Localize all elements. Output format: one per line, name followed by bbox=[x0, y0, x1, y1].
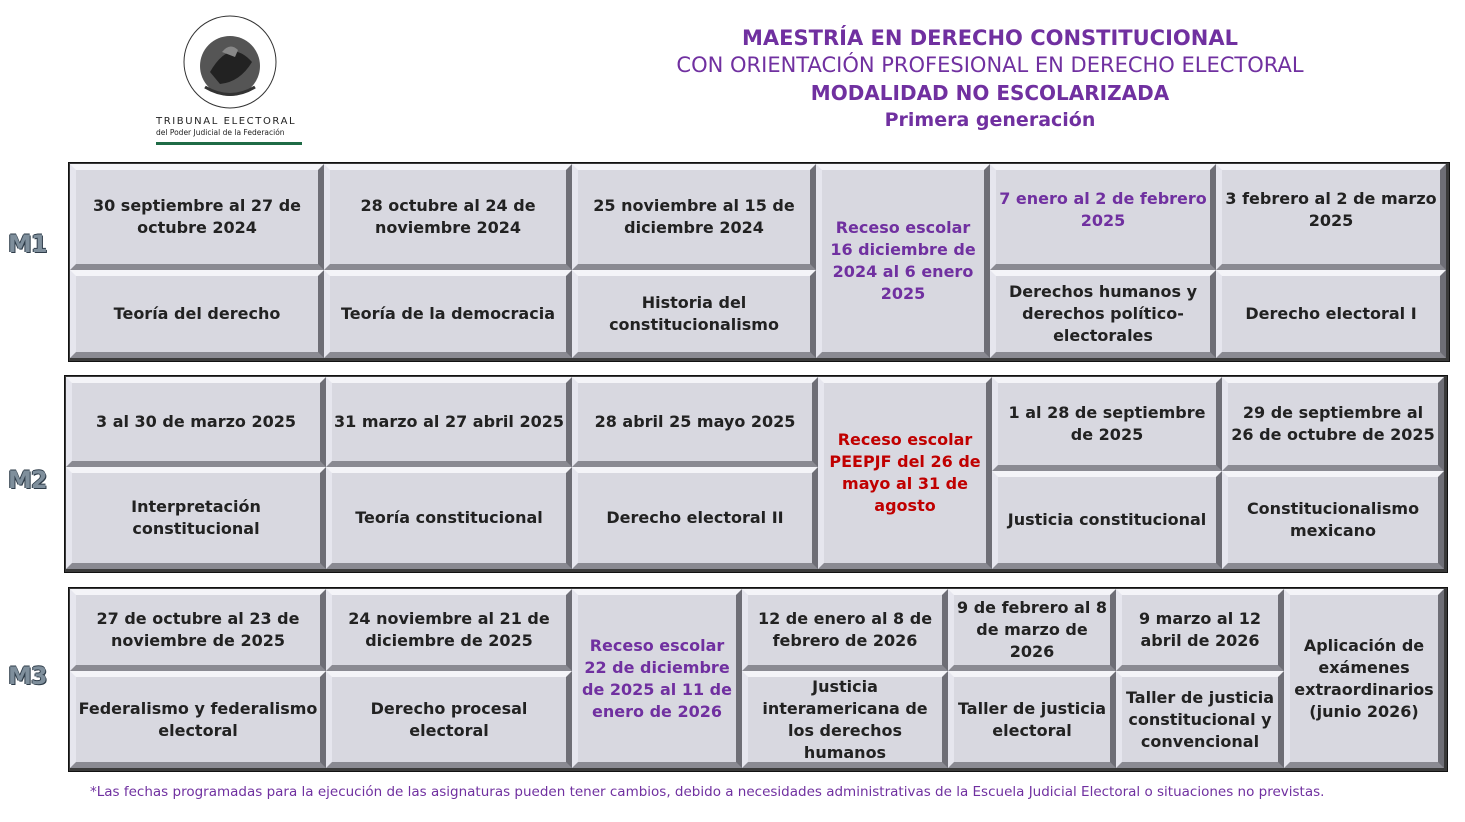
module-label-m3: M3 bbox=[8, 662, 47, 690]
m3-subject-2: Derecho procesal electoral bbox=[326, 671, 572, 768]
m3-exams: Aplicación de exámenes extraordinarios (junio 2026) bbox=[1284, 589, 1444, 768]
footnote: *Las fechas programadas para la ejecución de las asignaturas pueden tener cambios, debido a necesidades administrativas de la Escuela Judicial Electoral o situaciones no previstas. bbox=[90, 784, 1325, 800]
m2-subject-3: Derecho electoral II bbox=[572, 467, 818, 569]
m1-dates-2: 28 octubre al 24 de noviembre 2024 bbox=[324, 164, 572, 270]
logo-underline bbox=[156, 142, 302, 145]
m3-dates-5: 9 de febrero al 8 de marzo de 2026 bbox=[948, 589, 1116, 671]
m1-subject-3: Historia del constitucionalismo bbox=[572, 270, 816, 358]
m2-dates-3: 28 abril 25 mayo 2025 bbox=[572, 377, 818, 467]
logo-subtitle: del Poder Judicial de la Federación bbox=[156, 128, 285, 137]
m1-dates-3: 25 noviembre al 15 de diciembre 2024 bbox=[572, 164, 816, 270]
m2-dates-6: 29 de septiembre al 26 de octubre de 2025 bbox=[1222, 377, 1444, 471]
program-modality: MODALIDAD NO ESCOLARIZADA bbox=[810, 81, 1170, 105]
tribunal-logo bbox=[150, 12, 310, 147]
m1-dates-6: 3 febrero al 2 de marzo 2025 bbox=[1216, 164, 1446, 270]
module-label-m1: M1 bbox=[8, 230, 47, 258]
m1-dates-5: 7 enero al 2 de febrero 2025 bbox=[990, 164, 1216, 270]
program-subtitle: CON ORIENTACIÓN PROFESIONAL EN DERECHO ELECTORAL bbox=[676, 53, 1304, 77]
m2-subject-2: Teoría constitucional bbox=[326, 467, 572, 569]
m2-subject-6: Constitucionalismo mexicano bbox=[1222, 471, 1444, 569]
program-header bbox=[640, 24, 1340, 134]
m3-recess: Receso escolar 22 de diciembre de 2025 al 11 de enero de 2026 bbox=[572, 589, 742, 768]
m1-dates-1: 30 septiembre al 27 de octubre 2024 bbox=[70, 164, 324, 270]
program-title: MAESTRÍA EN DERECHO CONSTITUCIONAL bbox=[742, 26, 1238, 50]
m1-subject-1: Teoría del derecho bbox=[70, 270, 324, 358]
m3-subject-4: Justicia interamericana de los derechos humanos bbox=[742, 671, 948, 768]
m3-subject-5: Taller de justicia electoral bbox=[948, 671, 1116, 768]
m1-subject-5: Derechos humanos y derechos político-electorales bbox=[990, 270, 1216, 358]
m2-subject-5: Justicia constitucional bbox=[992, 471, 1222, 569]
m1-subject-2: Teoría de la democracia bbox=[324, 270, 572, 358]
m3-subject-6: Taller de justicia constitucional y convencional bbox=[1116, 671, 1284, 768]
m3-dates-1: 27 de octubre al 23 de noviembre de 2025 bbox=[70, 589, 326, 671]
m1-recess: Receso escolar 16 diciembre de 2024 al 6 enero 2025 bbox=[816, 164, 990, 358]
m3-dates-2: 24 noviembre al 21 de diciembre de 2025 bbox=[326, 589, 572, 671]
m3-dates-4: 12 de enero al 8 de febrero de 2026 bbox=[742, 589, 948, 671]
m2-subject-1: Interpretación constitucional bbox=[66, 467, 326, 569]
m2-recess: Receso escolar PEEPJF del 26 de mayo al 31 de agosto bbox=[818, 377, 992, 569]
module-label-m2: M2 bbox=[8, 466, 47, 494]
m1-subject-6: Derecho electoral I bbox=[1216, 270, 1446, 358]
m3-subject-1: Federalismo y federalismo electoral bbox=[70, 671, 326, 768]
m2-dates-2: 31 marzo al 27 abril 2025 bbox=[326, 377, 572, 467]
program-generation: Primera generación bbox=[884, 109, 1096, 131]
m2-dates-5: 1 al 28 de septiembre de 2025 bbox=[992, 377, 1222, 471]
mexican-seal-icon bbox=[180, 12, 280, 112]
m3-dates-6: 9 marzo al 12 abril de 2026 bbox=[1116, 589, 1284, 671]
logo-title: TRIBUNAL ELECTORAL bbox=[156, 116, 297, 127]
m2-dates-1: 3 al 30 de marzo 2025 bbox=[66, 377, 326, 467]
